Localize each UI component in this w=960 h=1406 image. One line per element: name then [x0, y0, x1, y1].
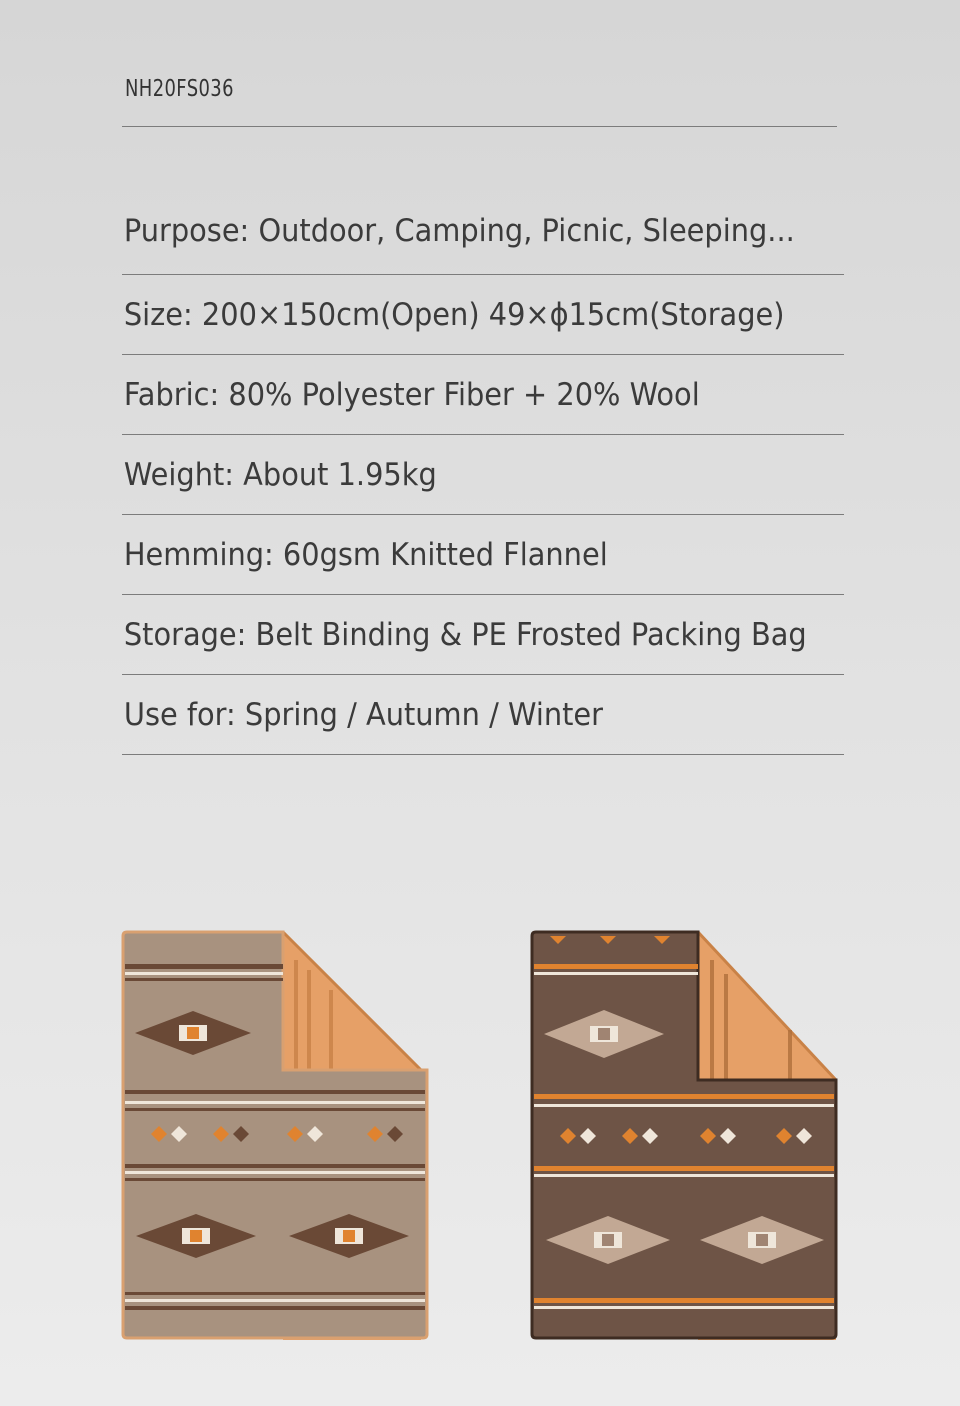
spec-hemming: Hemming: 60gsm Knitted Flannel [123, 536, 608, 573]
spec-row-weight [122, 435, 844, 515]
spec-use-for: Use for: Spring / Autumn / Winter [123, 696, 603, 733]
spec-purpose: Purpose: Outdoor, Camping, Picnic, Sleeping... [123, 213, 795, 249]
spec-row-purpose [122, 188, 844, 275]
dark-blanket-illustration [530, 930, 840, 1340]
spec-row-size [122, 275, 844, 355]
spec-row-hemming [122, 515, 844, 595]
spec-fabric: Fabric: 80% Polyester Fiber + 20% Wool [123, 376, 700, 413]
model-code: NH20FS036 [125, 76, 234, 102]
spec-weight: Weight: About 1.95kg [123, 456, 437, 493]
light-brown-blanket-image [121, 930, 431, 1340]
spec-storage: Storage: Belt Binding & PE Frosted Packing Bag [123, 616, 807, 653]
spec-row-storage [122, 595, 844, 675]
dark-brown-blanket-image [530, 930, 840, 1340]
spec-row-fabric [122, 355, 844, 435]
spec-list [122, 188, 844, 755]
spec-size: Size: 200×150cm(Open) 49×ϕ15cm(Storage) [123, 296, 785, 333]
spec-row-use [122, 675, 844, 755]
model-divider [122, 126, 837, 127]
light-blanket-illustration [121, 930, 431, 1340]
